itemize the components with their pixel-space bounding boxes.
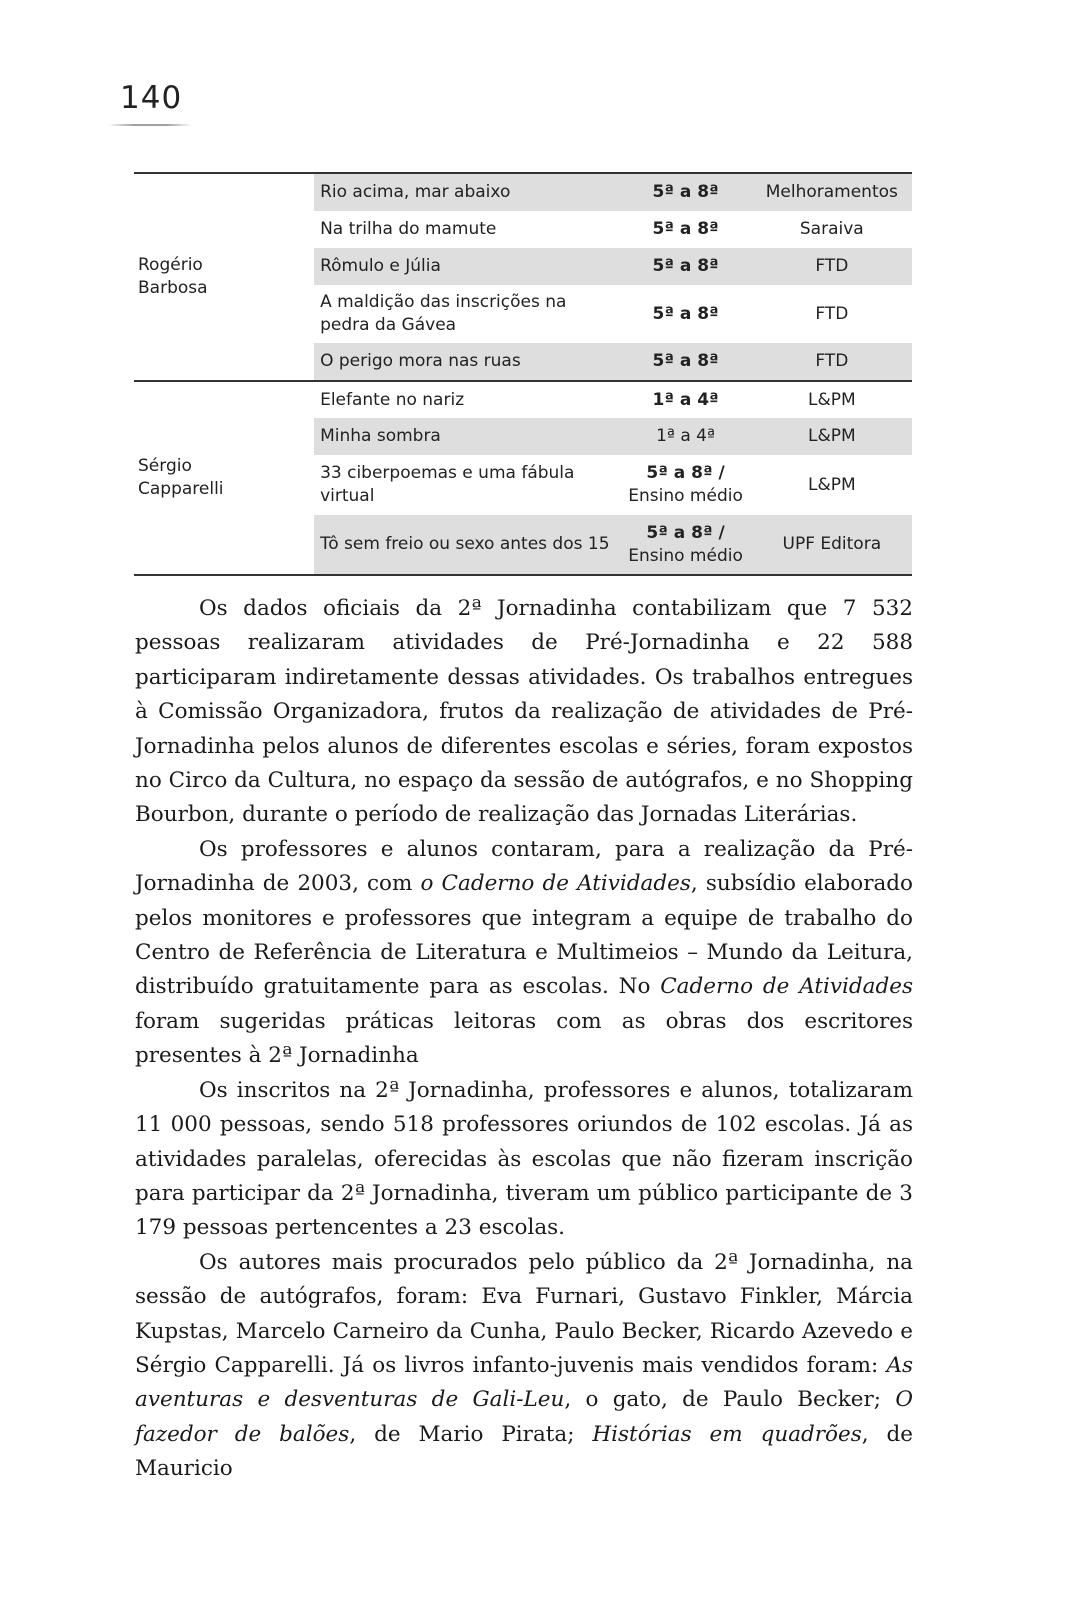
publisher-cell: L&PM <box>752 381 912 418</box>
title-cell: A maldição das inscrições na pedra da Gávea <box>320 292 567 335</box>
grade-cell <box>620 248 752 285</box>
grade-cell <box>620 381 752 418</box>
title-cell: Minha sombra <box>314 418 619 455</box>
books-table-body <box>134 173 912 575</box>
publisher-cell: FTD <box>815 303 849 324</box>
paragraph-4-text-c: , o gato, de Paulo Becker; <box>564 1387 896 1413</box>
page-number-rule <box>108 124 192 126</box>
publisher-cell: Melhoramentos <box>752 173 912 211</box>
caderno-title-2: Caderno de Atividades <box>660 974 913 1000</box>
title-cell: Elefante no nariz <box>314 381 619 418</box>
book-title-quadroes: Histórias em quadrões <box>592 1421 862 1447</box>
paragraph-2 <box>135 833 913 1074</box>
title-cell: O perigo mora nas ruas <box>314 343 619 381</box>
publisher-cell: FTD <box>752 248 912 285</box>
publisher-cell: Saraiva <box>799 219 864 239</box>
grade-cell <box>620 285 752 343</box>
paragraph-3: Os inscritos na 2ª Jornadinha, professores e alunos, totalizaram 11 000 pessoas, sendo 518 professores oriundos de 102 escolas. Já as atividades paralelas, oferecidas às escolas que não fizeram inscrição para participar da 2ª Jornadinha, tiveram um público participante de 3 179 pessoas pertencentes a 23 escolas. <box>135 1077 913 1241</box>
grade-level: Ensino médio <box>628 486 743 506</box>
grade-range: 5ª a 8ª / <box>646 463 725 483</box>
grade-cell <box>620 455 752 515</box>
grade-cell <box>620 173 752 211</box>
publisher-cell: L&PM <box>752 418 912 455</box>
grade-cell <box>620 211 752 248</box>
paragraph-4-text-a: Os autores mais procurados pelo público da 2ª Jornadinha, na sessão de autógrafos, foram: Eva Furnari, Gustavo Finkler, Márcia Kupstas, Marcelo Carneiro da Cunha, Paulo Becker, Ricardo Azevedo e Sérgio Capparelli. Já os livros infanto-juvenis mais vendidos foram: <box>135 1249 913 1378</box>
grade-level: Ensino médio <box>628 545 743 566</box>
page-number: 140 <box>120 80 183 116</box>
paragraph-2-text-c: , subsídio elaborado pelos monitores e professores que integram a equipe de trabalho do Centro de Referência de Literatura e Multimeios – Mundo da Leitura, distribuído gratuitamente para as escolas. No <box>135 871 913 1000</box>
title-cell: Na trilha do mamute <box>320 219 497 239</box>
grade-range: 5ª a 8ª / <box>646 522 725 543</box>
author-cell: Rogério Barbosa <box>134 173 314 381</box>
grade-range: 5ª a 8ª <box>652 219 719 239</box>
title-cell: Rio acima, mar abaixo <box>314 173 619 211</box>
paragraph-2-text-e: foram sugeridas práticas leitoras com as obras dos escritores presentes à 2ª Jornadinha <box>135 1008 913 1069</box>
body-text <box>135 592 913 1487</box>
title-cell: 33 ciberpoemas e uma fábula virtual <box>320 463 575 506</box>
book-title-gali-leu: As aventuras e desventuras de Gali-Leu <box>135 1352 913 1413</box>
book-title-fazedor: O fazedor de balões <box>135 1387 913 1447</box>
paragraph-2-text-a: Os professores e alunos contaram, para a realização da Pré-Jornadinha de 2003, com <box>135 836 913 897</box>
publisher-cell: L&PM <box>807 474 856 495</box>
caderno-title-1: o Caderno de Atividades <box>420 871 691 897</box>
grade-range: 5ª a 8ª <box>652 303 719 324</box>
publisher-cell: UPF Editora <box>752 515 912 575</box>
grade-cell <box>620 418 752 455</box>
title-cell: Tô sem freio ou sexo antes dos 15 <box>314 515 619 575</box>
books-table <box>134 172 912 576</box>
table-row <box>134 173 912 211</box>
publisher-cell: FTD <box>752 343 912 381</box>
author-cell: Sérgio Capparelli <box>134 381 314 575</box>
grade-range: 1ª a 4ª <box>652 389 719 410</box>
paragraph-4-text-g: , de Mauricio <box>135 1421 914 1482</box>
grade-range: 1ª a 4ª <box>656 426 715 446</box>
title-cell: Rômulo e Júlia <box>314 248 619 285</box>
grade-range: 5ª a 8ª <box>652 351 719 371</box>
grade-cell <box>620 343 752 381</box>
paragraph-4-text-e: , de Mario Pirata; <box>349 1421 593 1447</box>
table-row <box>134 381 912 418</box>
paragraph-4 <box>135 1246 913 1487</box>
grade-range: 5ª a 8ª <box>652 182 719 202</box>
grade-cell <box>620 515 752 575</box>
grade-range: 5ª a 8ª <box>652 256 719 276</box>
paragraph-1: Os dados oficiais da 2ª Jornadinha contabilizam que 7 532 pessoas realizaram atividades de Pré-Jornadinha e 22 588 participaram indiretamente dessas atividades. Os trabalhos entregues à Comissão Organizadora, frutos da realização de atividades de Pré-Jornadinha pelos alunos de diferentes escolas e séries, foram expostos no Circo da Cultura, no espaço da sessão de autógrafos, e no Shopping Bourbon, durante o período de realização das Jornadas Literárias. <box>135 596 913 828</box>
